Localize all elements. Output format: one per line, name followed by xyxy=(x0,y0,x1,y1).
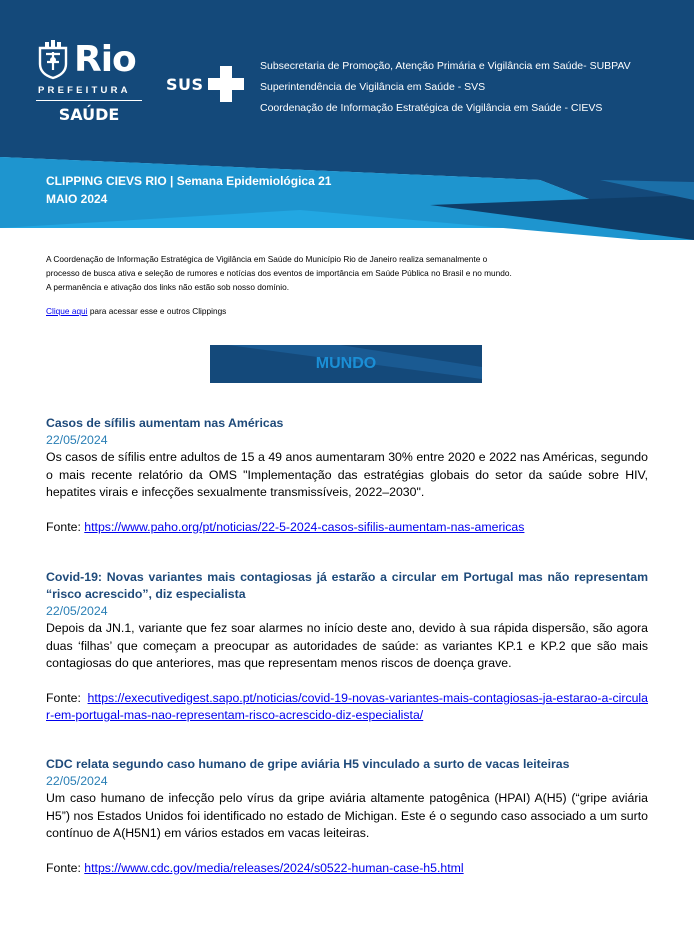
clipping-month: MAIO 2024 xyxy=(46,192,108,206)
source-label: Fonte: xyxy=(46,690,88,705)
article-title: CDC relata segundo caso humano de gripe aviária H5 vinculado a surto de vacas leiteiras xyxy=(46,757,570,771)
article-body: Um caso humano de infecção pelo vírus da gripe aviária altamente patogênica (HPAI) A(H5) (“gripe aviária H5”) nos Estados Unidos foi identificado no estado de Michigan. Este é o segundo caso associado a um surto contínuo de A(H5N1) em vários estados em vacas leiteiras. xyxy=(46,791,648,840)
org-line-subpav: Subsecretaria de Promoção, Atenção Primária e Vigilância em Saúde- SUBPAV xyxy=(260,60,631,72)
rio-saude-logo xyxy=(36,40,146,124)
org-line-cievs: Coordenação de Informação Estratégica de Vigilância em Saúde - CIEVS xyxy=(260,102,603,114)
access-line-text: para acessar esse e outros Clippings xyxy=(87,306,227,316)
clipping-title-block xyxy=(46,172,331,208)
article-sifilis xyxy=(46,415,648,536)
article-title: Covid-19: Novas variantes mais contagiosas já estarão a circular em Portugal mas não representam “risco acrescido”, diz especialista xyxy=(46,570,648,601)
article-source xyxy=(46,860,648,878)
article-body: Os casos de sífilis entre adultos de 15 a 49 anos aumentaram 30% entre 2020 e 2022 nas Américas, segundo o mais recente relatório da OMS "Implementação das estratégias globais do setor da saúde sobre HIV, hepatites virais e infecções sexualmente transmissíveis, 2022–2030". xyxy=(46,450,648,499)
article-date: 22/05/2024 xyxy=(46,774,108,788)
logo-prefeitura-text: PREFEITURA xyxy=(38,85,131,96)
org-line-svs: Superintendência de Vigilância em Saúde - SVS xyxy=(260,81,486,93)
source-link[interactable]: https://executivedigest.sapo.pt/noticias/covid-19-novas-variantes-mais-contagiosas-ja-estarao-a-circular-em-portugal-mas-nao-representam-risco-acrescido-diz-especialista/ xyxy=(46,690,648,722)
source-label: Fonte: xyxy=(46,860,85,875)
rio-crest-icon xyxy=(36,40,70,80)
article-gripe-aviaria xyxy=(46,756,648,877)
logo-divider xyxy=(36,100,142,101)
organization-lines xyxy=(260,56,631,119)
article-covid-variantes xyxy=(46,569,648,725)
sus-label: SUS xyxy=(166,74,204,94)
article-source xyxy=(46,519,648,537)
article-date: 22/05/2024 xyxy=(46,433,108,447)
article-date: 22/05/2024 xyxy=(46,604,108,618)
intro-paragraph: A Coordenação de Informação Estratégica de Vigilância em Saúde do Município Rio de Janeiro realiza semanalmente o processo de busca ativa e seleção de rumores e notícias dos eventos de importância em Saúde Pública no Brasil e no mundo. A permanência e ativação dos links não estão sob nosso domínio. xyxy=(46,254,512,293)
logo-saude-text: SAÚDE xyxy=(58,105,120,124)
sus-cross-icon xyxy=(206,64,246,104)
source-label: Fonte: xyxy=(46,519,85,534)
source-link[interactable]: https://www.cdc.gov/media/releases/2024/s0522-human-case-h5.html xyxy=(84,860,464,875)
article-source xyxy=(46,690,648,725)
clipping-title: CLIPPING CIEVS RIO | Semana Epidemiológica 21 xyxy=(46,174,332,188)
section-title-mundo: MUNDO xyxy=(315,355,377,372)
clique-aqui-link[interactable]: Clique aqui xyxy=(46,306,88,316)
source-link[interactable]: https://www.paho.org/pt/noticias/22-5-2024-casos-sifilis-aumentam-nas-americas xyxy=(84,519,525,534)
article-body: Depois da JN.1, variante que fez soar alarmes no início deste ano, devido à sua rápida dispersão, são agora duas ‘filhas’ que começam a preocupar as autoridades de saúde: as variantes KP.1 e KP.2 que são mais contagiosas do que anteriores, mas que representam menos riscos de doença grave. xyxy=(46,621,648,670)
logo-rio-text: Rio xyxy=(74,39,136,80)
access-line xyxy=(46,305,226,317)
article-title: Casos de sífilis aumentam nas Américas xyxy=(46,416,284,430)
sus-logo xyxy=(166,64,246,104)
